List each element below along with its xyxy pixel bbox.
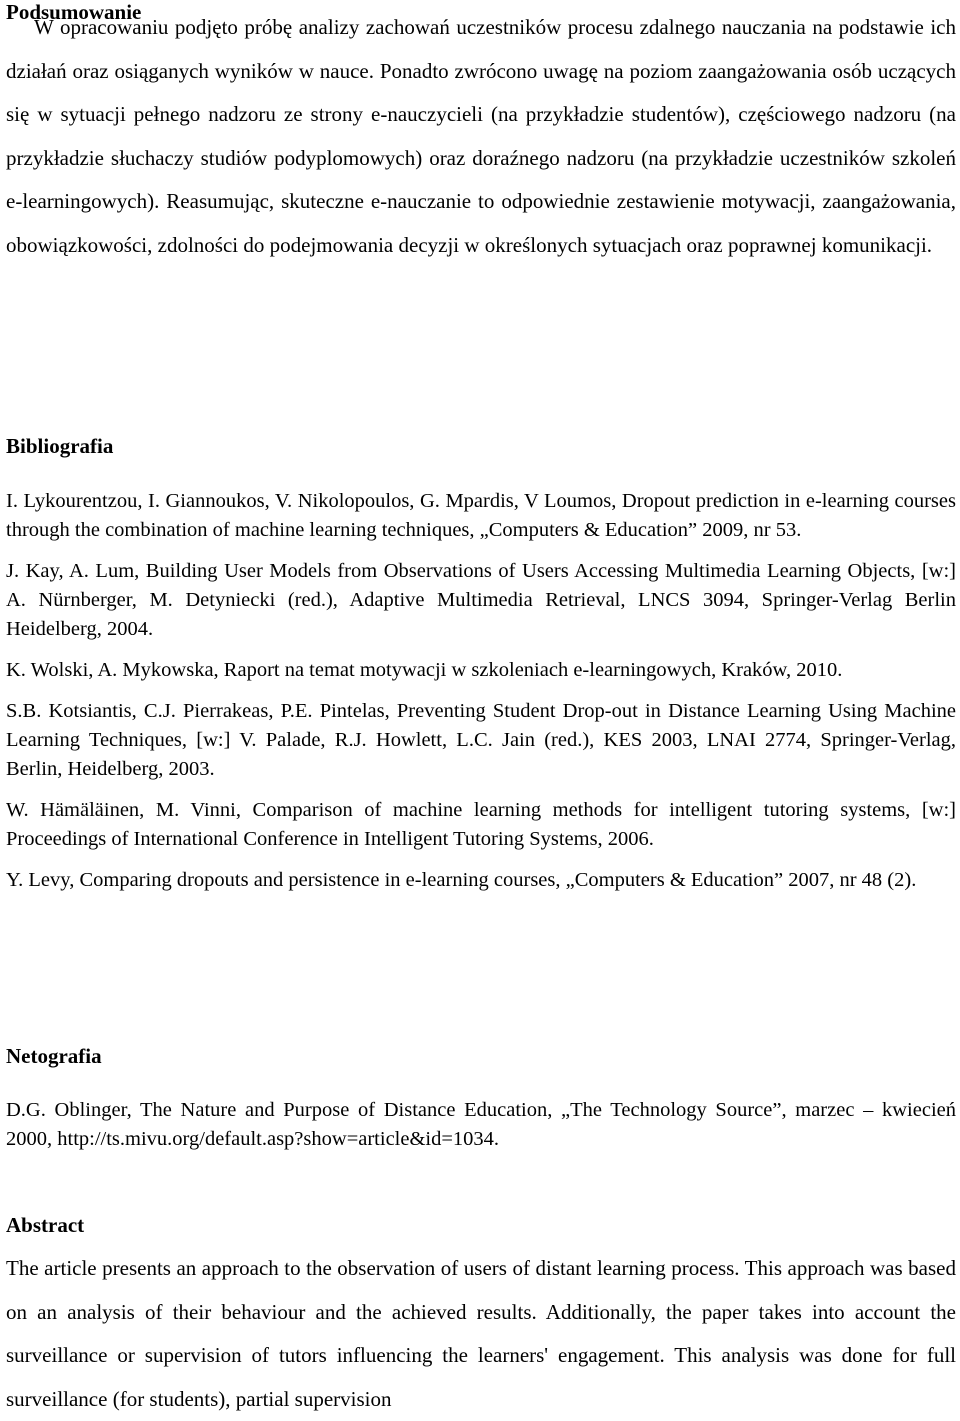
- netography-list: [6, 1096, 956, 1166]
- abstract-paragraph: [6, 1247, 956, 1421]
- netography-heading: Netografia: [6, 1044, 102, 1068]
- netography-item: D.G. Oblinger, The Nature and Purpose of Distance Education, „The Technology Source”, marzec – kwiecień 2000, http://ts.mivu.org/default.asp?show=article&id=1034.: [6, 1099, 956, 1150]
- bibliography-heading: Bibliografia: [6, 434, 114, 458]
- summary-paragraph: [6, 6, 956, 268]
- bibliography-list: [6, 487, 956, 907]
- bibliography-item: K. Wolski, A. Mykowska, Raport na temat motywacji w szkoleniach e-learningowych, Kraków, 2010.: [6, 659, 843, 681]
- abstract-text: The article presents an approach to the observation of users of distant learning process. This approach was based on an analysis of their behaviour and the achieved results. Additionally, the paper takes into account the surveillance or supervision of tutors influencing the learners' engagement. This analysis was done for full surveillance (for students), partial supervision: [6, 1256, 956, 1411]
- bibliography-item: I. Lykourentzou, I. Giannoukos, V. Nikolopoulos, G. Mpardis, V Loumos, Dropout prediction in e-learning courses through the combination of machine learning techniques, „Computers & Education” 2009, nr 53.: [6, 490, 956, 541]
- bibliography-item: W. Hämäläinen, M. Vinni, Comparison of machine learning methods for intelligent tutoring systems, [w:] Proceedings of International Conference in Intelligent Tutoring Systems, 2006.: [6, 799, 956, 850]
- summary-text: W opracowaniu podjęto próbę analizy zachowań uczestników procesu zdalnego nauczania na podstawie ich działań oraz osiąganych wyników w nauce. Ponadto zwrócono uwagę na poziom zaangażowania osób uczących się w sytuacji pełnego nadzoru ze strony e-nauczycieli (na przykładzie studentów), częściowego nadzoru (na przykładzie słuchaczy studiów podyplomowych) oraz doraźnego nadzoru (na przykładzie uczestników szkoleń e-learningowych). Reasumując, skuteczne e-nauczanie to odpowiednie zestawienie motywacji, zaangażowania, obowiązkowości, zdolności do podejmowania decyzji w określonych sytuacjach oraz poprawnej komunikacji.: [6, 15, 956, 257]
- summary-heading: Podsumowanie: [6, 0, 142, 24]
- abstract-heading: Abstract: [6, 1213, 85, 1237]
- bibliography-item: Y. Levy, Comparing dropouts and persistence in e-learning courses, „Computers & Education” 2007, nr 48 (2).: [6, 869, 917, 891]
- bibliography-item: J. Kay, A. Lum, Building User Models from Observations of Users Accessing Multimedia Learning Objects, [w:] A. Nürnberger, M. Detyniecki (red.), Adaptive Multimedia Retrieval, LNCS 3094, Springer-Verlag Berlin Heidelberg, 2004.: [6, 560, 956, 640]
- bibliography-item: S.B. Kotsiantis, C.J. Pierrakeas, P.E. Pintelas, Preventing Student Drop-out in Distance Learning Using Machine Learning Techniques, [w:] V. Palade, R.J. Howlett, L.C. Jain (red.), KES 2003, LNAI 2774, Springer-Verlag, Berlin, Heidelberg, 2003.: [6, 700, 956, 780]
